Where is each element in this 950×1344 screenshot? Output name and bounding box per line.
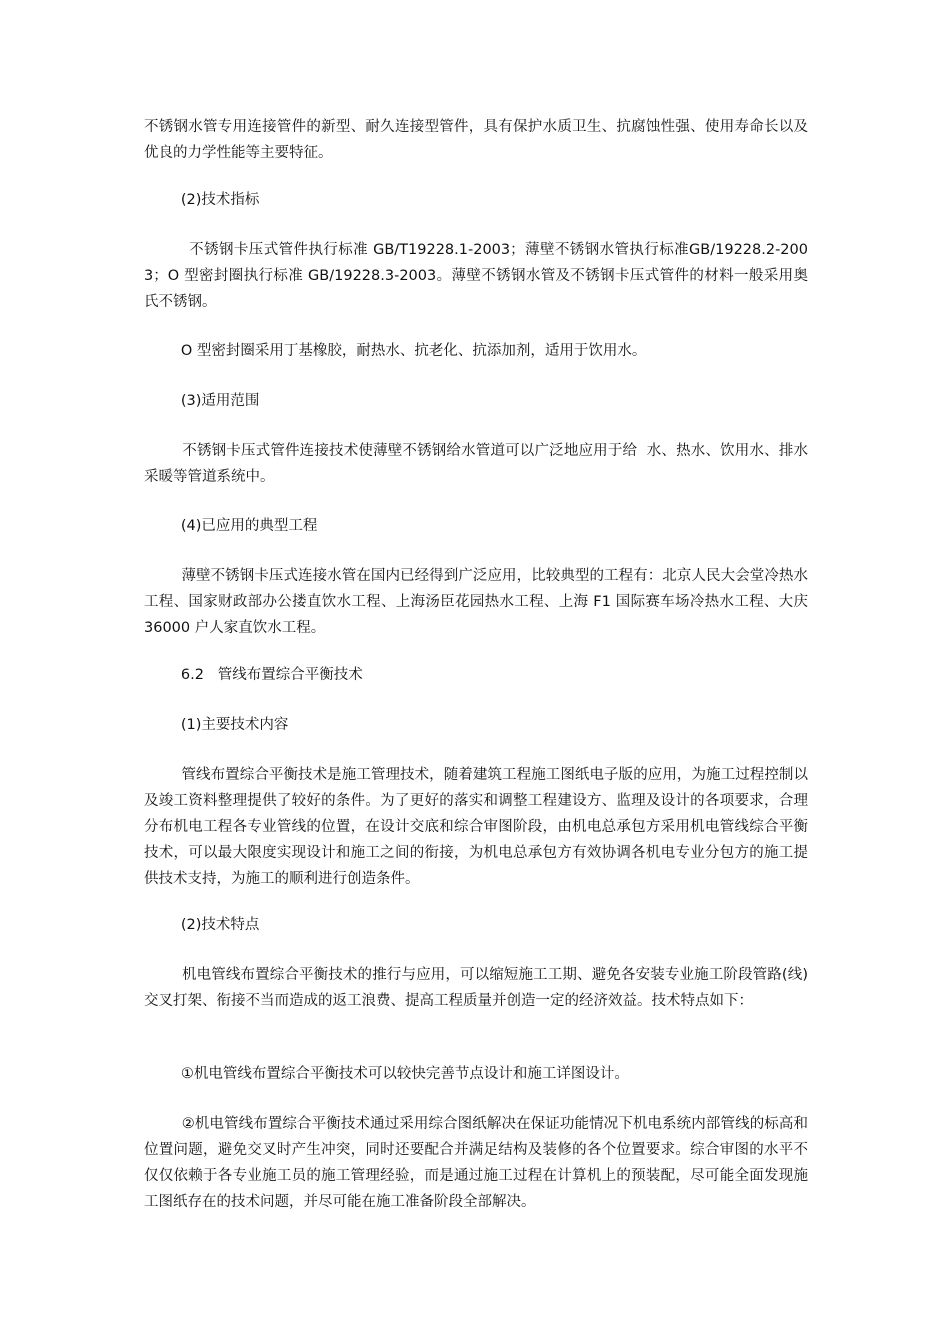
paragraph-intro: 不锈钢水管专用连接管件的新型、耐久连接型管件，具有保护水质卫生、抗腐蚀性强、使用寿命长以及优良的力学性能等主要特征。 [144, 119, 808, 161]
list-item-feature-2: ②机电管线布置综合平衡技术通过采用综合图纸解决在保证功能情况下机电系统内部管线的标高和位置问题，避免交叉时产生冲突，同时还要配合并满足结构及装修的各个位置要求。综合审图的水平不仅仅依赖于各专业施工员的施工管理经验，而是通过施工过程在计算机上的预装配，尽可能全面发现施工图纸存在的技术问题，并尽可能在施工准备阶段全部解决。 [144, 1116, 809, 1210]
paragraph-standards: 不锈钢卡压式管件执行标准 GB/T19228.1-2003；薄壁不锈钢水管执行标准GB/19228.2-2003；O 型密封圈执行标准 GB/19228.3-2003。薄壁不锈钢水管及不锈钢卡压式管件的材料一般采用奥氏不锈钢。 [144, 242, 808, 310]
heading-section-6-2: 6.2 管线布置综合平衡技术 [144, 667, 363, 683]
paragraph-application-scope: 不锈钢卡压式管件连接技术使薄壁不锈钢给水管道可以广泛地应用于给 水、热水、饮用水、排水采暖等管道系统中。 [144, 443, 809, 485]
heading-typical-projects: (4)已应用的典型工程 [144, 518, 318, 534]
heading-main-content: (1)主要技术内容 [144, 717, 289, 733]
paragraph-technical-features: 机电管线布置综合平衡技术的推行与应用，可以缩短施工工期、避免各安装专业施工阶段管路(线)交叉打架、衔接不当而造成的返工浪费、提高工程质量并创造一定的经济效益。技术特点如下： [144, 967, 809, 1009]
heading-technical-indicators: (2)技术指标 [144, 192, 260, 208]
heading-application-scope: (3)适用范围 [144, 393, 260, 409]
paragraph-o-ring: O 型密封圈采用丁基橡胶，耐热水、抗老化、抗添加剂，适用于饮用水。 [144, 343, 647, 359]
heading-technical-features: (2)技术特点 [144, 917, 260, 933]
paragraph-typical-projects: 薄壁不锈钢卡压式连接水管在国内已经得到广泛应用，比较典型的工程有：北京人民大会堂冷热水工程、国家财政部办公搂直饮水工程、上海汤臣花园热水工程、上海 F1 国际赛车场冷热水工程、大庆 36000 户人家直饮水工程。 [144, 568, 813, 636]
list-item-feature-1: ①机电管线布置综合平衡技术可以较快完善节点设计和施工详图设计。 [144, 1066, 629, 1082]
paragraph-main-content: 管线布置综合平衡技术是施工管理技术，随着建筑工程施工图纸电子版的应用，为施工过程控制以及竣工资料整理提供了较好的条件。为了更好的落实和调整工程建设方、监理及设计的各项要求，合理分布机电工程各专业管线的位置，在设计交底和综合审图阶段，由机电总承包方采用机电管线综合平衡技术，可以最大限度实现设计和施工之间的衔接，为机电总承包方有效协调各机电专业分包方的施工提供技术支持，为施工的顺利进行创造条件。 [144, 767, 808, 887]
